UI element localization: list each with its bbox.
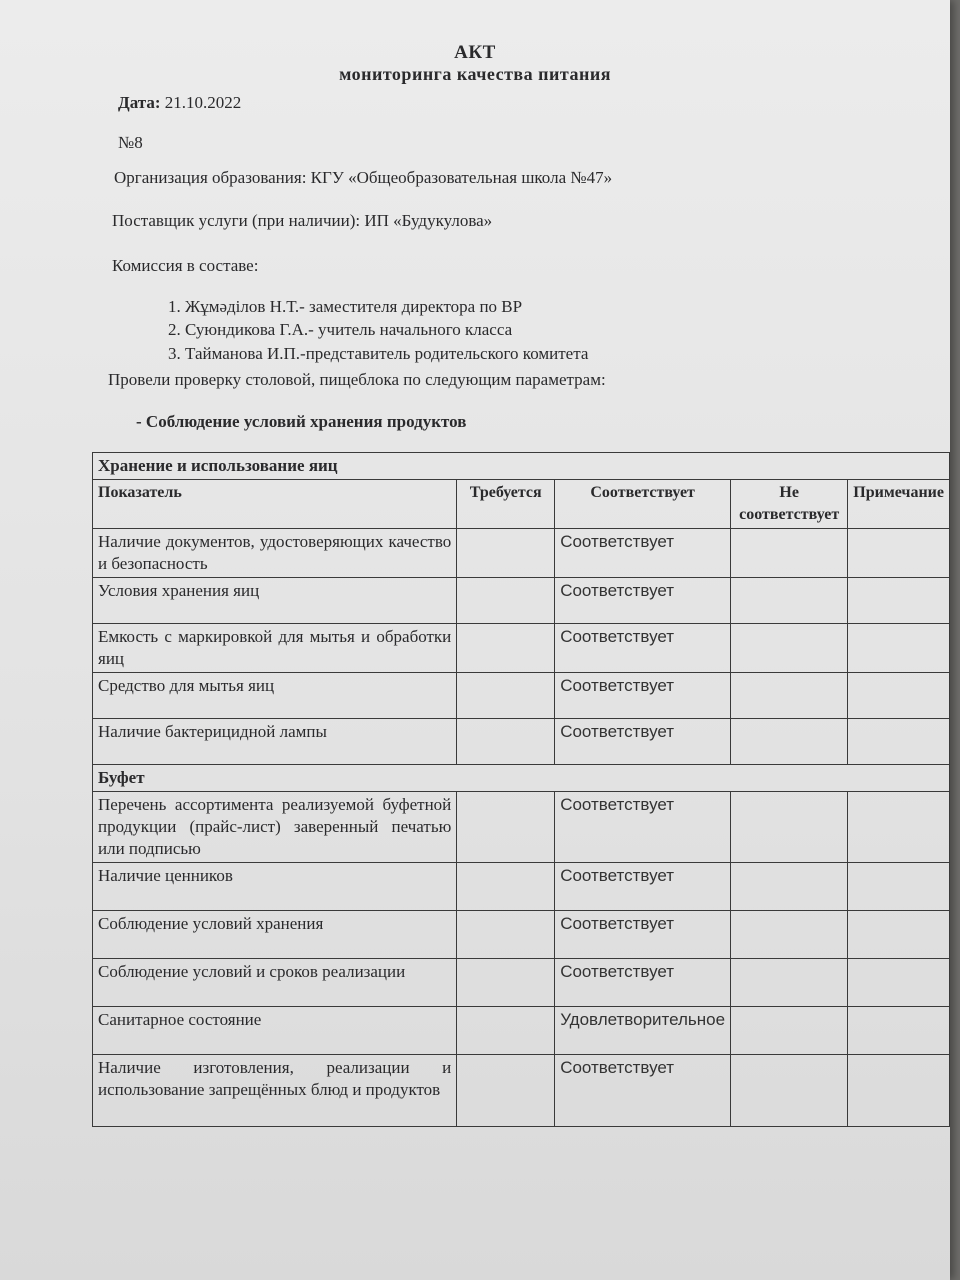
indicator-cell: Средство для мытья яиц [93, 673, 457, 719]
commission-member: 1. Жұмәділов Н.Т.- заместителя директора по ВР [168, 297, 523, 316]
bullet-heading: - Соблюдение условий хранения продуктов [136, 412, 467, 431]
table-row [93, 624, 950, 673]
required-cell [457, 529, 555, 578]
table-row [93, 719, 950, 765]
required-cell [457, 1007, 555, 1055]
indicator-cell: Санитарное состояние [93, 1007, 457, 1055]
header-required: Требуется [457, 480, 555, 529]
table-row [93, 863, 950, 911]
indicator-cell: Наличие документов, удостоверяющих качество и безопасность [93, 529, 457, 578]
indicator-cell: Наличие ценников [93, 863, 457, 911]
note-cell [848, 1007, 950, 1055]
doc-title: АКТ [454, 42, 496, 63]
required-cell [457, 624, 555, 673]
indicator-cell: Условия хранения яиц [93, 578, 457, 624]
section-title-eggs: Хранение и использование яиц [93, 453, 950, 480]
header-note: Примечание [848, 480, 950, 529]
header-complies: Соответствует [555, 480, 731, 529]
required-cell [457, 578, 555, 624]
not-complies-cell [731, 863, 848, 911]
not-complies-cell [731, 792, 848, 863]
status-cell: Соответствует [555, 673, 731, 719]
note-cell [848, 673, 950, 719]
not-complies-cell [731, 673, 848, 719]
intro-text: Провели проверку столовой, пищеблока по следующим параметрам: [108, 370, 606, 389]
status-cell: Соответствует [555, 578, 731, 624]
act-number: №8 [118, 133, 143, 152]
not-complies-cell [731, 624, 848, 673]
indicator-cell: Перечень ассортимента реализуемой буфетной продукции (прайс-лист) заверенный печатью или подписью [93, 792, 457, 863]
section-row [93, 453, 950, 480]
note-cell [848, 792, 950, 863]
not-complies-cell [731, 529, 848, 578]
required-cell [457, 719, 555, 765]
required-cell [457, 959, 555, 1007]
indicator-cell: Соблюдение условий и сроков реализации [93, 959, 457, 1007]
supplier: Поставщик услуги (при наличии): ИП «Будукулова» [112, 211, 493, 230]
required-cell [457, 911, 555, 959]
table-row [93, 792, 950, 863]
commission-member: 3. Тайманова И.П.-представитель родительского комитета [168, 344, 589, 363]
note-cell [848, 578, 950, 624]
status-cell: Соответствует [555, 529, 731, 578]
table-row [93, 578, 950, 624]
status-cell: Соответствует [555, 1055, 731, 1127]
required-cell [457, 792, 555, 863]
note-cell [848, 529, 950, 578]
section-row [93, 765, 950, 792]
note-cell [848, 911, 950, 959]
indicator-cell: Наличие бактерицидной лампы [93, 719, 457, 765]
status-cell: Соответствует [555, 911, 731, 959]
not-complies-cell [731, 959, 848, 1007]
monitoring-table [92, 452, 950, 1127]
status-cell: Удовлетворительное [555, 1007, 731, 1055]
not-complies-cell [731, 1007, 848, 1055]
not-complies-cell [731, 911, 848, 959]
table-row [93, 959, 950, 1007]
not-complies-cell [731, 1055, 848, 1127]
table-row [93, 529, 950, 578]
status-cell: Соответствует [555, 863, 731, 911]
header-not-complies: Не соответствует [731, 480, 848, 529]
indicator-cell: Емкость с маркировкой для мытья и обработки яиц [93, 624, 457, 673]
table-row [93, 673, 950, 719]
header-indicator: Показатель [93, 480, 457, 529]
commission-label: Комиссия в составе: [112, 256, 259, 275]
required-cell [457, 1055, 555, 1127]
doc-subtitle: мониторинга качества питания [339, 64, 611, 84]
status-cell: Соответствует [555, 792, 731, 863]
header-row [93, 480, 950, 529]
indicator-cell: Наличие изготовления, реализации и использование запрещённых блюд и продуктов [93, 1055, 457, 1127]
note-cell [848, 959, 950, 1007]
date-value: 21.10.2022 [164, 93, 242, 112]
note-cell [848, 719, 950, 765]
organization: Организация образования: КГУ «Общеобразовательная школа №47» [114, 168, 613, 187]
status-cell: Соответствует [555, 624, 731, 673]
indicator-cell: Соблюдение условий хранения [93, 911, 457, 959]
table-row [93, 1007, 950, 1055]
note-cell [848, 624, 950, 673]
date-label: Дата: [118, 93, 161, 112]
note-cell [848, 863, 950, 911]
commission-member: 2. Суюндикова Г.А.- учитель начального класса [168, 320, 513, 339]
section-title-buffet: Буфет [93, 765, 950, 792]
status-cell: Соответствует [555, 959, 731, 1007]
date-line [118, 93, 241, 113]
status-cell: Соответствует [555, 719, 731, 765]
not-complies-cell [731, 578, 848, 624]
not-complies-cell [731, 719, 848, 765]
table-row [93, 1055, 950, 1127]
required-cell [457, 673, 555, 719]
table-row [93, 911, 950, 959]
required-cell [457, 863, 555, 911]
note-cell [848, 1055, 950, 1127]
